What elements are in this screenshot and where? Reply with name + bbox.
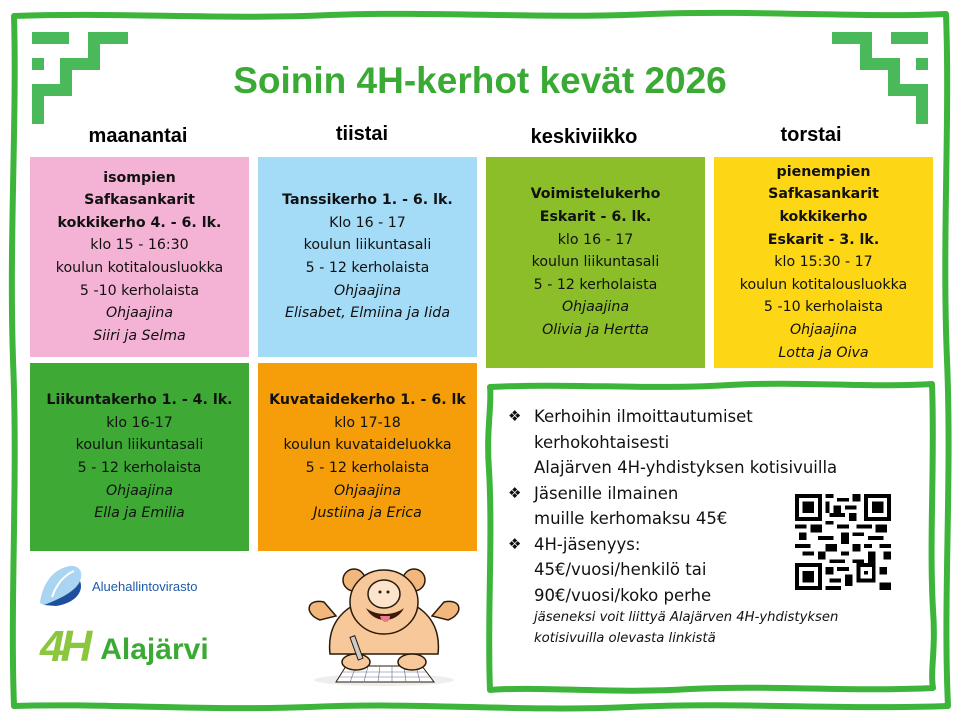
- day-header-monday: maanantai: [88, 125, 188, 147]
- 4h-logo-name: Alajärvi: [100, 633, 209, 666]
- club-capacity: 5 -10 kerholaista: [79, 282, 200, 299]
- info-bullet-membership: ❖ 4H-jäsenyys:: [508, 532, 930, 558]
- club-capacity: 5 - 12 kerholaista: [77, 460, 202, 476]
- club-place: koulun kotitalousluokka: [739, 276, 908, 293]
- info-text: kerhokohtaisesti: [534, 432, 670, 452]
- info-text: 45€/vuosi/henkilö tai: [534, 560, 707, 579]
- club-leaders-label: Ohjaajina: [333, 282, 402, 299]
- club-card-safkasankarit-older: [30, 157, 249, 357]
- info-text: Alajärven 4H-yhdistyksen kotisivuilla: [534, 458, 838, 477]
- avi-logo-text: Aluehallintovirasto: [92, 578, 198, 594]
- bear-mascot-illustration: [296, 558, 472, 686]
- club-time: klo 16 - 17: [557, 231, 634, 248]
- club-leaders: Ella ja Emilia: [94, 505, 185, 522]
- club-card-safkasankarit-younger: [714, 157, 933, 368]
- day-header-thursday: torstai: [780, 124, 842, 146]
- club-leaders-label: Ohjaajina: [105, 482, 174, 499]
- info-note: kotisivuilla olevasta linkistä: [534, 630, 716, 646]
- club-time: klo 15 - 16:30: [90, 237, 189, 254]
- day-header-tuesday: tiistai: [335, 123, 389, 145]
- club-leaders: Olivia ja Hertta: [542, 321, 649, 338]
- club-place: koulun kotitalousluokka: [55, 260, 224, 276]
- info-bullet-fee: ❖ Jäsenille ilmainen: [508, 481, 930, 507]
- diamond-bullet-icon: ❖: [508, 534, 522, 553]
- info-text: muille kerhomaksu 45€: [534, 509, 728, 528]
- avi-emblem-icon: [36, 563, 86, 609]
- club-place: koulun liikuntasali: [303, 237, 432, 254]
- club-place: koulun liikuntasali: [75, 437, 204, 454]
- club-title: Voimistelukerho: [530, 186, 661, 203]
- club-time: klo 15:30 - 17: [774, 254, 873, 271]
- club-leaders: Justiina ja Erica: [313, 505, 422, 522]
- club-leaders-label: Ohjaajina: [561, 299, 630, 316]
- info-bullet-registration: ❖ Kerhoihin ilmoittautumiset: [508, 404, 930, 430]
- club-capacity: 5 - 12 kerholaista: [533, 276, 658, 293]
- club-title: Safkasankarit: [768, 186, 879, 203]
- club-title: Eskarit - 3. lk.: [767, 231, 880, 248]
- club-place: koulun liikuntasali: [531, 254, 660, 271]
- club-place: koulun kuvataideluokka: [283, 437, 452, 454]
- club-title: Liikuntakerho 1. - 4. lk.: [46, 392, 233, 409]
- club-leaders-label: Ohjaajina: [333, 482, 402, 499]
- diamond-bullet-icon: ❖: [508, 407, 522, 425]
- club-leaders-label: Ohjaajina: [789, 321, 858, 338]
- qr-code-icon[interactable]: [793, 494, 893, 590]
- club-title: Tanssikerho 1. - 6. lk.: [282, 192, 453, 209]
- info-text: 90€/vuosi/koko perhe: [534, 585, 712, 605]
- club-card-kuvataidekerho: [258, 363, 477, 551]
- club-time: Klo 16 - 17: [329, 214, 406, 231]
- day-header-wednesday: keskiviikko: [530, 126, 638, 148]
- club-title: Kuvataidekerho 1. - 6. lk: [269, 392, 466, 409]
- club-title: isompien: [103, 169, 176, 186]
- club-time: klo 16-17: [106, 414, 173, 431]
- club-leaders-label: Ohjaajina: [105, 305, 174, 322]
- club-title: kokkikerho: [779, 209, 868, 226]
- club-card-liikuntakerho: [30, 363, 249, 551]
- aluehallintovirasto-logo: [36, 563, 198, 609]
- 4h-logo-mark: 4H: [40, 622, 89, 671]
- club-time: klo 17-18: [334, 414, 401, 431]
- 4h-alajarvi-logo: [40, 622, 209, 671]
- info-note: jäseneksi voit liittyä Alajärven 4H-yhdistyksen: [534, 610, 839, 625]
- club-title: Eskarit - 6. lk.: [539, 209, 652, 226]
- club-leaders: Siiri ja Selma: [93, 327, 186, 344]
- page-title: Soinin 4H-kerhot kevät 2026: [233, 60, 727, 101]
- club-leaders: Lotta ja Oiva: [778, 344, 869, 361]
- club-capacity: 5 - 12 kerholaista: [305, 460, 430, 476]
- club-card-tanssikerho: [258, 157, 477, 357]
- club-capacity: 5 -10 kerholaista: [763, 299, 884, 316]
- club-leaders: Elisabet, Elmiina ja Iida: [284, 305, 451, 322]
- club-title: Safkasankarit: [84, 192, 195, 209]
- club-card-voimistelukerho: [486, 157, 705, 368]
- club-title: kokkikerho 4. - 6. lk.: [57, 214, 222, 231]
- diamond-bullet-icon: ❖: [508, 483, 522, 502]
- club-capacity: 5 - 12 kerholaista: [305, 260, 430, 276]
- club-title: pienempien: [776, 163, 871, 180]
